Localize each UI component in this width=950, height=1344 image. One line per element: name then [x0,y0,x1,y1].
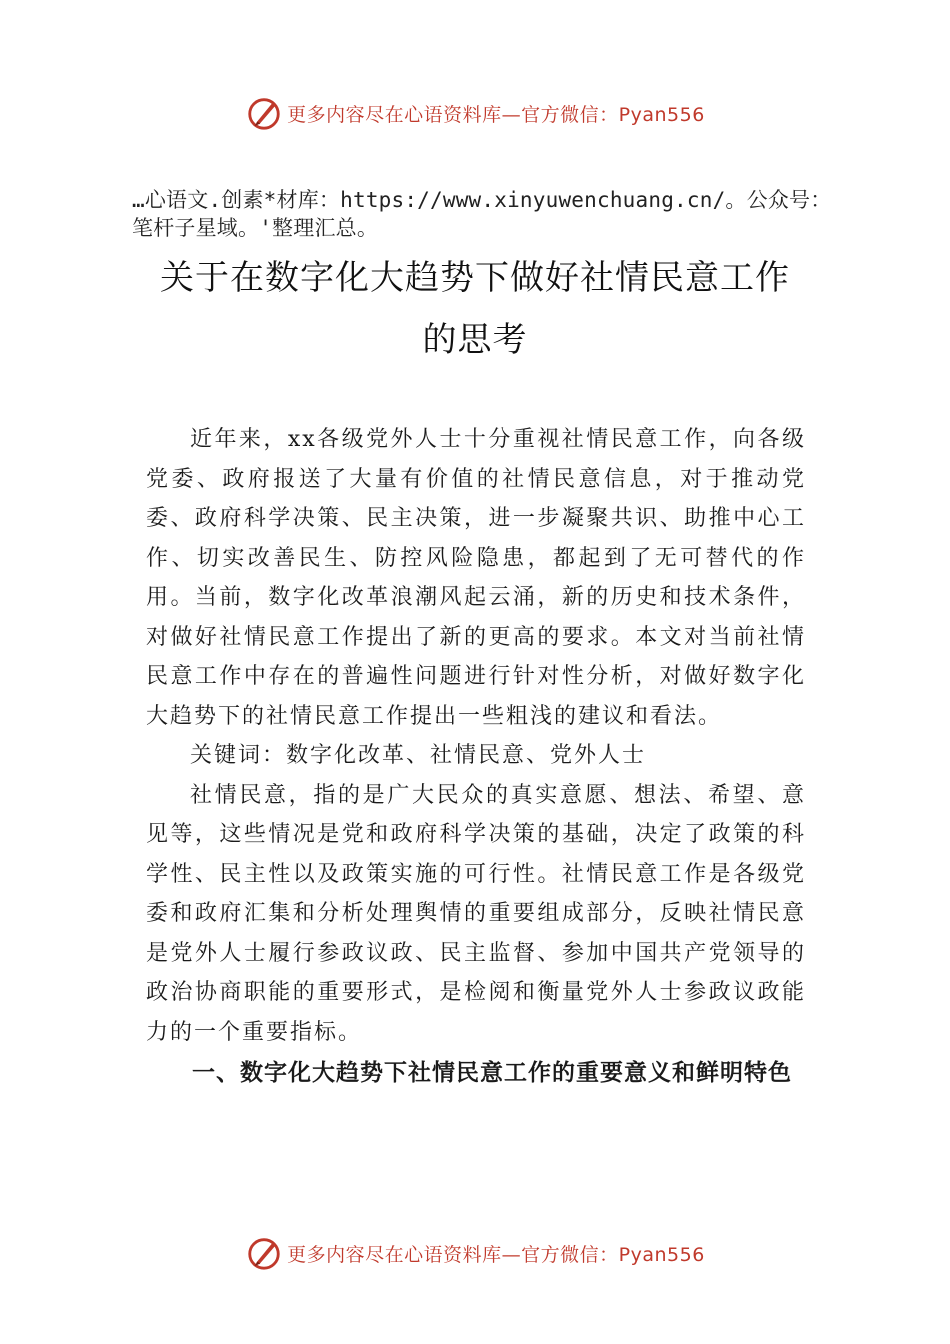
keywords-paragraph: 关键词：数字化改革、社情民意、党外人士 [190,743,647,768]
wechat-id: Pyan556 [618,103,705,126]
definition-paragraph: 社情民意，指的是广大民众的真实意愿、想法、希望、意见等，这些情况是党和政府科学决策的基础，决定了政策的科学性、民主性以及政策实施的可行性。社情民意工作是各级党委和政府汇集和分析处理舆情的重要组成部分，反映社情民意是党外人士履行参政议政、民主监督、参加中国共产党领导的政治协商职能的重要形式，是检阅和衡量党外人士参政议政能力的一个重要指标。 [146,782,806,1045]
banner-text: 更多内容尽在心语资料库—官方微信：Pyan556 [287,1243,705,1266]
intro-paragraph: 近年来，xx各级党外人士十分重视社情民意工作，向各级党委、政府报送了大量有价值的社情民意信息，对于推动党委、政府科学决策、民主决策，进一步凝聚共识、助推中心工作、切实改善民生、防控风险隐患，都起到了无可替代的作用。当前，数字化改革浪潮风起云涌，新的历史和技术条件，对做好社情民意工作提出了新的更高的要求。本文对当前社情民意工作中存在的普遍性问题进行针对性分析，对做好数字化大趋势下的社情民意工作提出一些粗浅的建议和看法。 [146,427,806,729]
quill-pen-logo-icon [245,1234,283,1272]
footer-banner [0,1233,950,1273]
header-banner [0,93,950,133]
wechat-id: Pyan556 [618,1243,705,1266]
source-note: …心语文.创素*材库：https://www.xinyuwenchuang.cn/。公众号：笔杆子星域。'整理汇总。 [132,188,832,240]
document-title-line-2: 的思考 [422,320,528,360]
document-body [146,420,806,1094]
banner-text: 更多内容尽在心语资料库—官方微信：Pyan556 [287,103,705,126]
document-title-line-1: 关于在数字化大趋势下做好社情民意工作 [160,258,790,298]
quill-pen-logo-icon [245,94,283,132]
section-heading: 一、数字化大趋势下社情民意工作的重要意义和鲜明特色 [192,1060,792,1086]
